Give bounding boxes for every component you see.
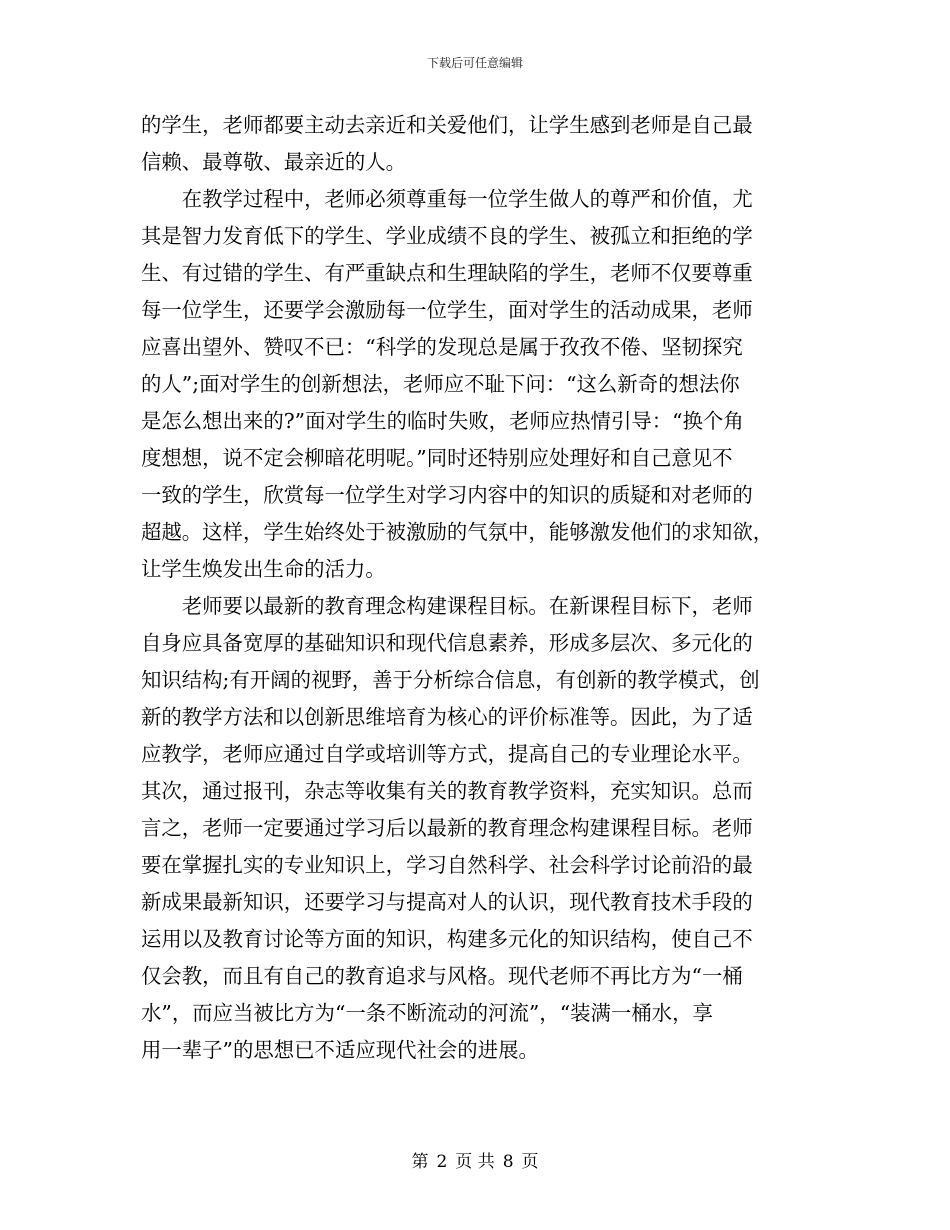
text-line: 用一辈子”的思想已不适应现代社会的进展。 <box>141 1038 539 1062</box>
text-line: 一致的学生，欣赏每一位学生对学习内容中的知识的质疑和对老师的 <box>141 483 753 507</box>
text-line: 水”，而应当被比方为“一条不断流动的河流”，“装满一桶水，享 <box>141 1001 713 1025</box>
footer-prefix: 第 <box>411 1152 429 1172</box>
document-body <box>141 107 811 1069</box>
text-line: 让学生焕发出生命的活力。 <box>141 557 386 581</box>
footer-mid: 页 共 <box>455 1152 495 1172</box>
text-line: 的学生，老师都要主动去亲近和关爱他们，让学生感到老师是自己最 <box>141 113 753 137</box>
text-line: 信赖、最尊敬、最亲近的人。 <box>141 150 407 174</box>
text-line: 其是智力发育低下的学生、学业成绩不良的学生、被孤立和拒绝的学 <box>141 224 753 248</box>
text-line: 在教学过程中，老师必须尊重每一位学生做人的尊严和价值，尤 <box>141 187 753 211</box>
text-line: 老师要以最新的教育理念构建课程目标。在新课程目标下，老师 <box>141 594 753 618</box>
text-line: 仅会教，而且有自己的教育追求与风格。现代老师不再比方为“一桶 <box>141 964 743 988</box>
text-line: 每一位学生，还要学会激励每一位学生，面对学生的活动成果，老师 <box>141 298 753 322</box>
text-line: 其次，通过报刊，杂志等收集有关的教育教学资料，充实知识。总而 <box>141 779 753 803</box>
text-line: 是怎么想出来的?”面对学生的临时失败，老师应热情引导：“换个角 <box>141 409 744 433</box>
text-line: 超越。这样，学生始终处于被激励的气氛中，能够激发他们的求知欲， <box>141 520 774 544</box>
text-line: 新的教学方法和以创新思维培育为核心的评价标准等。因此，为了适 <box>141 705 753 729</box>
text-line: 言之，老师一定要通过学习后以最新的教育理念构建课程目标。老师 <box>141 816 753 840</box>
text-line: 知识结构;有开阔的视野，善于分析综合信息，有创新的教学模式，创 <box>141 668 760 692</box>
page-footer <box>0 1147 950 1172</box>
text-line: 生、有过错的学生、有严重缺点和生理缺陷的学生，老师不仅要尊重 <box>141 261 753 285</box>
current-page-number: 2 <box>436 1152 448 1172</box>
total-page-number: 8 <box>502 1152 514 1172</box>
text-line: 要在掌握扎实的专业知识上，学习自然科学、社会科学讨论前沿的最 <box>141 853 753 877</box>
page-header: 下载后可任意编辑 <box>426 56 523 70</box>
text-line: 运用以及教育讨论等方面的知识，构建多元化的知识结构，使自己不 <box>141 927 753 951</box>
text-line: 的人”;面对学生的创新想法，老师应不耻下问：“这么新奇的想法你 <box>141 372 740 396</box>
text-line: 新成果最新知识，还要学习与提高对人的认识，现代教育技术手段的 <box>141 890 753 914</box>
text-line: 应喜出望外、赞叹不已：“科学的发现总是属于孜孜不倦、坚韧探究 <box>141 335 743 359</box>
text-line: 应教学，老师应通过自学或培训等方式，提高自己的专业理论水平。 <box>141 742 753 766</box>
footer-suffix: 页 <box>521 1152 539 1172</box>
text-line: 自身应具备宽厚的基础知识和现代信息素养，形成多层次、多元化的 <box>141 631 753 655</box>
text-line: 度想想，说不定会柳暗花明呢。”同时还特别应处理好和自己意见不 <box>141 446 733 470</box>
